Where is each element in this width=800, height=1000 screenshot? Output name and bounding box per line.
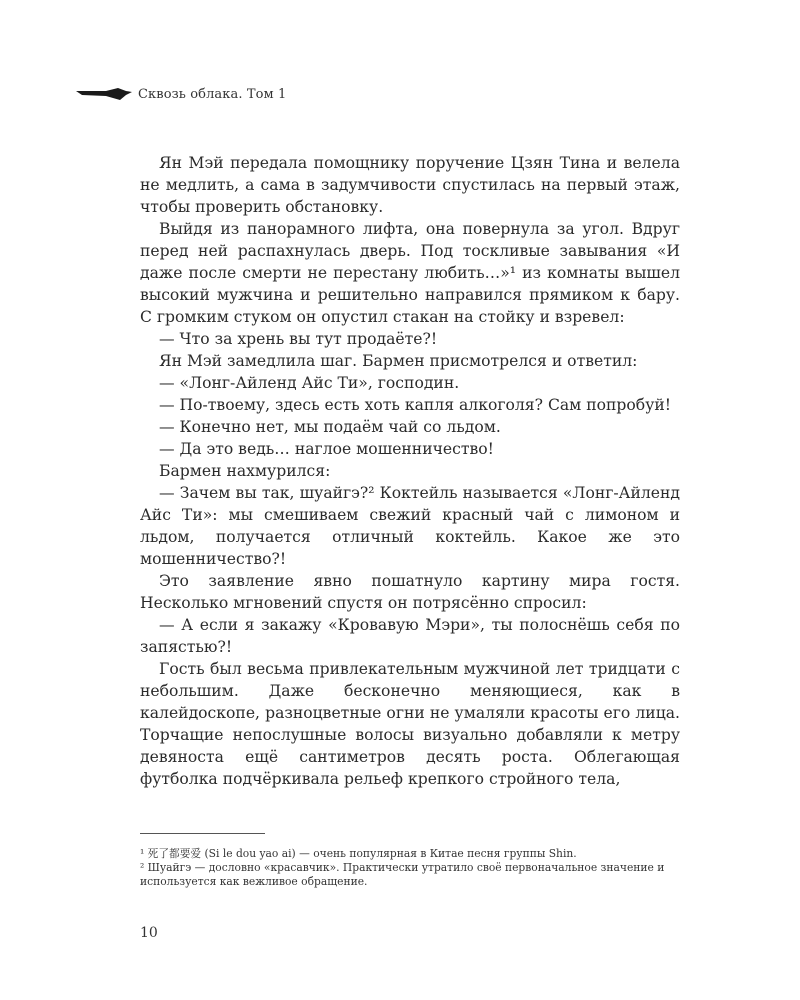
running-header [76, 84, 286, 104]
page-number: 10 [140, 925, 158, 941]
paragraph: Это заявление явно пошатнуло картину мира гостя. Несколько мгновений спустя он потрясённо спросил: [140, 572, 680, 612]
running-title: Сквозь облака. Том 1 [138, 86, 287, 102]
footnotes [140, 847, 680, 889]
footnote-1: ¹ 死了都要爱 (Si le dou yao ai) — очень популярная в Китае песня группы Shin. [140, 847, 577, 860]
dialogue-line: — «Лонг-Айленд Айс Ти», господин. [159, 374, 460, 392]
bird-logo-icon [76, 87, 132, 101]
dialogue-line: — Конечно нет, мы подаём чай со льдом. [159, 418, 501, 436]
paragraph: Ян Мэй передала помощнику поручение Цзян Тина и велела не медлить, а сама в задумчивости спустилась на первый этаж, чтобы проверить обстановку. [140, 154, 680, 216]
dialogue-line: — А если я закажу «Кровавую Мэри», ты полоснёшь себя по запястью?! [140, 616, 680, 656]
paragraph: Ян Мэй замедлила шаг. Бармен присмотрелся и ответил: [159, 352, 638, 370]
paragraph: Бармен нахмурился: [159, 462, 331, 480]
paragraph: Выйдя из панорамного лифта, она повернула за угол. Вдруг перед ней распахнулась дверь. Под тоскливые завывания «И даже после смерти не перестану любить…»¹ из комнаты вышел высокий мужчина и решительно направился прямиком к бару. С громким стуком он опустил стакан на стойку и взревел: [140, 220, 680, 326]
dialogue-line: — Да это ведь… наглое мошенничество! [159, 440, 494, 458]
body-text [140, 152, 680, 790]
dialogue-line: — По-твоему, здесь есть хоть капля алкоголя? Сам попробуй! [159, 396, 672, 414]
dialogue-line: — Что за хрень вы тут продаёте?! [159, 330, 438, 348]
dialogue-line: — Зачем вы так, шуайгэ?² Коктейль называется «Лонг-Айленд Айс Ти»: мы смешиваем свежий красный чай с лимоном и льдом, получается отличный коктейль. Какое же это мошенничество?! [140, 484, 680, 568]
paragraph: Гость был весьма привлекательным мужчиной лет тридцати с небольшим. Даже бесконечно меняющиеся, как в калейдоскопе, разноцветные огни не умаляли красоты его лица. Торчащие непослушные волосы визуально добавляли к метру девяноста ещё сантиметров десять роста. Облегающая футболка подчёркивала рельеф крепкого стройного тела, [140, 660, 680, 788]
footnote-2: ² Шуайгэ — дословно «красавчик». Практически утратило своё первоначальное значение и используется как вежливое обращение. [140, 861, 665, 888]
footnote-divider [140, 833, 265, 834]
